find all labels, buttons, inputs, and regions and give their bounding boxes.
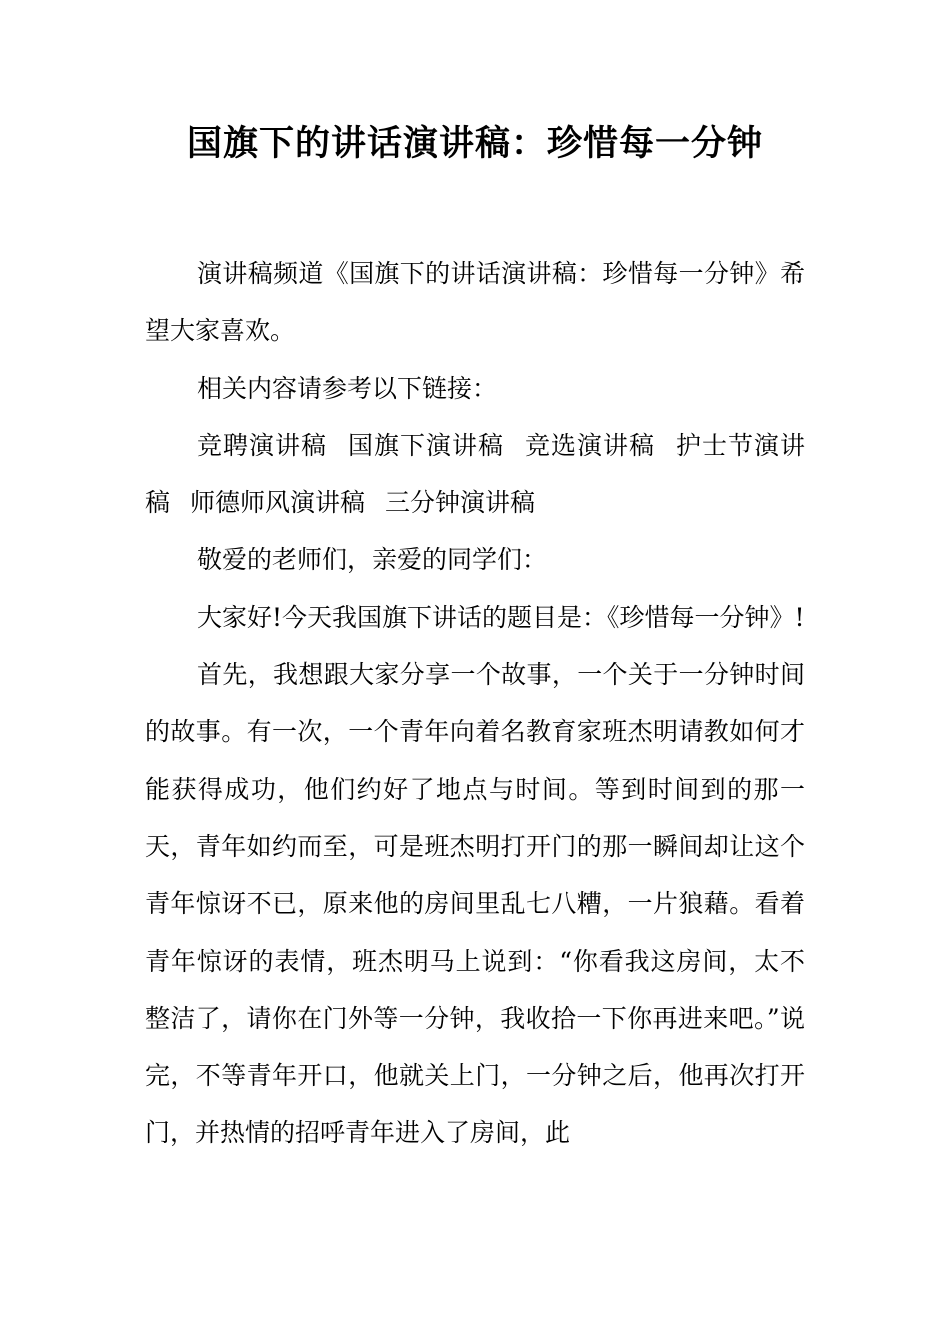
- document-body: [145, 245, 805, 1162]
- related-link[interactable]: 护士节演讲稿: [145, 430, 805, 518]
- document-title: 国旗下的讲话演讲稿：珍惜每一分钟: [186, 124, 763, 164]
- related-link[interactable]: 三分钟演讲稿: [384, 488, 535, 518]
- related-label: 相关内容请参考以下链接：: [197, 373, 498, 403]
- related-link[interactable]: 师德师风演讲稿: [189, 488, 365, 518]
- related-links: [145, 417, 805, 532]
- related-link[interactable]: 竞聘演讲稿: [197, 430, 328, 460]
- related-link[interactable]: 竞选演讲稿: [524, 430, 655, 460]
- related-link[interactable]: 国旗下演讲稿: [347, 430, 505, 460]
- opening-paragraph: 大家好!今天我国旗下讲话的题目是：《珍惜每一分钟》!: [197, 602, 805, 632]
- intro-paragraph: 演讲稿频道《国旗下的讲话演讲稿：珍惜每一分钟》希望大家喜欢。: [145, 259, 805, 346]
- story-paragraph: 首先，我想跟大家分享一个故事，一个关于一分钟时间的故事。有一次，一个青年向着名教育家班杰明请教如何才能获得成功，他们约好了地点与时间。等到时间到的那一天，青年如约而至，可是班杰明打开门的那一瞬间却让这个青年惊讶不已，原来他的房间里乱七八糟，一片狼藉。看着青年惊讶的表情，班杰明马上说到：“你看我这房间，太不整洁了，请你在门外等一分钟，我收拾一下你再进来吧。”说完，不等青年开口，他就关上门，一分钟之后，他再次打开门，并热情的招呼青年进入了房间，此: [145, 660, 805, 1148]
- greeting-paragraph: 敬爱的老师们，亲爱的同学们：: [197, 545, 548, 575]
